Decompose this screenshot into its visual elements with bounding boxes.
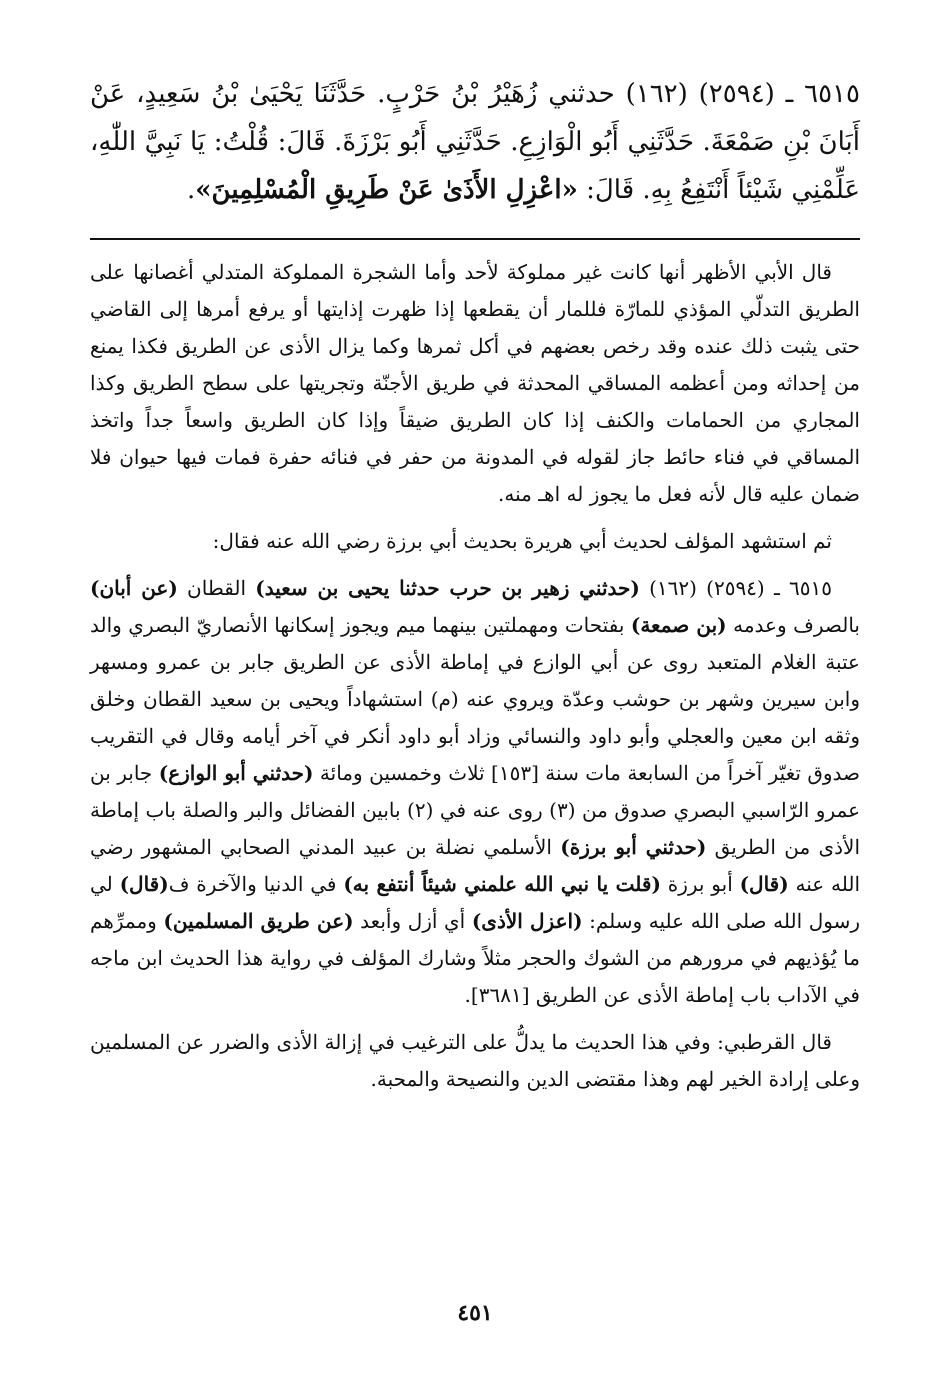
commentary-paragraph-1: قال الأبي الأظهر أنها كانت غير مملوكة لأحد وأما الشجرة المملوكة المتدلي أغصانها على الطريق التدلّي المؤذي للمارّة فللمار أن يقطعها إذا ظهرت إذايتها أو يرفع أمرها إلى القاضي حتى يثبت ذلك عنده وقد رخص بعضهم في أكل ثمرها وكما يزال الأذى عن الطريق فكذا يمنع من إحداثه ومن أعظمه المساقي المحدثة في طريق الأجنّة وتجريتها على سطح الطريق وكذا المجاري من الحمامات والكنف إذا كان الطريق ضيقاً وإذا كان الطريق واسعاً جداً واتخذ المساقي في فناء حائط جاز لقوله في المدونة من حفر في فنائه حفرة فمات فيها حيوان فلا ضمان عليه قال لأنه فعل ما يجوز له اهـ منه. <box>90 260 860 506</box>
p3-text: بفتحات ومهملتين بينهما ميم ويجوز إسكانها الأنصاريّ البصري والد عتبة الغلام المتعبد روى عن أبي الوازع في إماطة الأذى عن الطريق جابر بن عمرو ومسهر وابن سيرين وشهر بن حوشب وعدّة ويروي عنه (م) استشهاداً ويحيى بن سعيد القطان وخلق وثقه ابن معين والعجلي وأبو داود والنسائي وزاد أبو داود أنكر في آخر أيامه وقال في التقريب صدوق تغيّر آخراً من السابعة مات سنة [١٥٣] ثلاث وخمسين ومائة <box>90 613 861 785</box>
p3-bold: (قال) <box>119 872 169 896</box>
p3-bold: (قال) <box>739 872 789 896</box>
p3-bold: (حدثني أبو الوازع) <box>158 761 314 785</box>
p3-text: جابر بن عمرو الرّاسبي البصري صدوق من (٣) روى عنه في (٢) بابين الفضائل والبر والصلة باب إماطة الأذى من الطريق <box>90 761 860 859</box>
separator-line <box>90 238 860 240</box>
p3-text: أي أزل وأبعد <box>353 909 472 933</box>
p3-text: بالصرف وعدمه <box>726 613 860 637</box>
p3-text: وممرِّهم ما يُؤذيهم في مرورهم من الشوك والحجر مثلاً وشارك المؤلف في رواية هذا الحديث ابن ماجه في الآداب باب إماطة الأذى عن الطريق [٣٦٨١]. <box>90 909 860 1007</box>
p3-text: القطان <box>177 576 256 600</box>
commentary-paragraph-4: قال القرطبي: وفي هذا الحديث ما يدلُّ على الترغيب في إزالة الأذى والضرر عن المسلمين وعلى إرادة الخير لهم وهذا مقتضى الدين والنصيحة والمحبة. <box>90 1030 860 1091</box>
p3-bold: (عن أبان) <box>90 576 178 600</box>
page-content <box>90 70 860 1108</box>
commentary-paragraph-2: ثم استشهد المؤلف لحديث أبي هريرة بحديث أبي برزة رضي الله عنه فقال: <box>212 529 832 553</box>
p3-bold: (اعزل الأذى) <box>471 909 583 933</box>
commentary-paragraph-3 <box>90 570 860 1014</box>
p3-bold: (حدثني أبو برزة) <box>560 835 707 859</box>
p3-text: لي رسول الله صلى الله عليه وسلم: <box>90 872 860 933</box>
page-number: ٤٥١ <box>457 1300 493 1326</box>
p3-text: في الدنيا والآخرة ف <box>168 872 344 896</box>
p3-bold: (حدثني زهير بن حرب حدثنا يحيى بن سعيد) <box>255 576 640 600</box>
p3-bold: (قلت يا نبي الله علمني شيئاً أنتفع به) <box>343 872 661 896</box>
hadith-text <box>90 70 860 214</box>
p3-bold: (بن صمعة) <box>630 613 727 637</box>
hadith-end: . <box>187 175 196 205</box>
hadith-quote: «اعْزِلِ الأَذَىٰ عَنْ طَرِيقِ الْمُسْلِمِينَ» <box>195 175 578 205</box>
p3-bold: (عن طريق المسلمين) <box>163 909 354 933</box>
hadith-chain: ٦٥١٥ ـ (٢٥٩٤) (١٦٢) حدثني زُهَيْرُ بْنُ حَرْبٍ. حَدَّثَنَا يَحْيَىٰ بْنُ سَعِيدٍ، عَنْ أَبَانَ بْنِ صَمْعَةَ. حَدَّثَنِي أَبُو الْوَازِعِ. حَدَّثَنِي أَبُو بَرْزَةَ. قَالَ: قُلْتُ: يَا نَبِيَّ اللّٰهِ، عَلِّمْنِي شَيْئاً أَنْتَفِعُ بِهِ. قَالَ: <box>90 79 860 205</box>
p3-text: ٦٥١٥ ـ (٢٥٩٤) (١٦٢) <box>639 576 832 600</box>
p3-text: أبو برزة <box>660 872 740 896</box>
p3-text: الأسلمي نضلة بن عبيد المدني الصحابي المشهور رضي الله عنه <box>90 835 861 896</box>
